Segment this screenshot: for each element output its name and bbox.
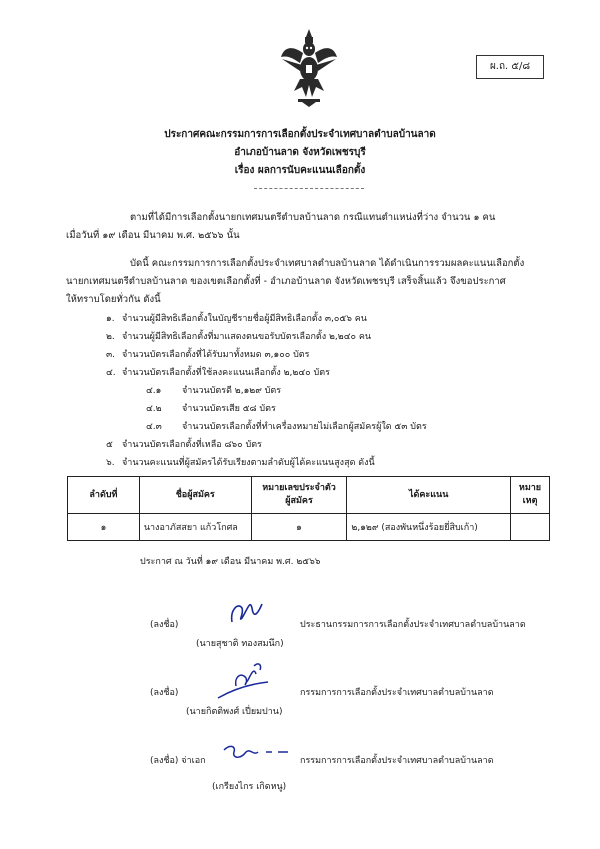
signer-label: (ลงชื่อ)	[150, 688, 179, 698]
item-number: ๔.	[106, 368, 116, 378]
signer-position: กรรมการการเลือกตั้งประจำเทศบาลตำบลบ้านลาด	[300, 756, 494, 766]
table-header-row	[68, 477, 550, 514]
subitem-number: ๔.๑	[146, 386, 162, 396]
item-text: จำนวนบัตรเลือกตั้งที่ใช้ลงคะแนนเลือกตั้ง ๒,๒๔๐ บัตร	[122, 368, 330, 378]
item-text: จำนวนผู้มีสิทธิเลือกตั้งที่มาแสดงตนขอรับบัตรเลือกตั้ง ๒,๒๔๐ คน	[122, 332, 372, 342]
signature-mark	[228, 596, 268, 630]
subitem-text: จำนวนบัตรดี ๒,๑๒๙ บัตร	[182, 386, 282, 396]
body-line-2: นายกเทศมนตรีตำบลบ้านลาด ของเขตเลือกตั้งที่ - อำเภอบ้านลาด จังหวัดเพชรบุรี เสร็จสิ้นแล้ว จึงขอประกาศ	[66, 276, 506, 287]
item-text: จำนวนคะแนนที่ผู้สมัครได้รับเรียงตามลำดับผู้ได้คะแนนสูงสุด ดังนี้	[122, 458, 375, 468]
item-number: ๓.	[106, 350, 116, 360]
header-name: ชื่อผู้สมัคร	[139, 477, 251, 514]
header-note-line-1: หมาย	[518, 483, 542, 493]
signer-position: กรรมการการเลือกตั้งประจำเทศบาลตำบลบ้านลาด	[300, 688, 494, 698]
signer-label: (ลงชื่อ) จ่าเอก	[150, 756, 206, 766]
body-line-1: บัดนี้ คณะกรรมการการเลือกตั้งประจำเทศบาลตำบลบ้านลาด ได้ดำเนินการรวมผลคะแนนเลือกตั้ง	[130, 258, 525, 269]
intro-line-2: เมื่อวันที่ ๑๙ เดือน มีนาคม พ.ศ. ๒๕๖๖ นั้น	[66, 230, 240, 241]
item-text: จำนวนบัตรเลือกตั้งที่เหลือ ๘๖๐ บัตร	[122, 440, 262, 450]
results-table	[67, 476, 550, 541]
cell-number: ๑	[251, 514, 347, 541]
cell-name: นางอาภัสสยา แก้วโกศล	[139, 514, 251, 541]
header-votes: ได้คะแนน	[347, 477, 511, 514]
header-number	[251, 477, 347, 514]
header-number-line-2: ผู้สมัคร	[285, 496, 313, 506]
subitem-number: ๔.๒	[146, 404, 162, 414]
header-rank: ลำดับที่	[68, 477, 140, 514]
subitem-number: ๔.๓	[146, 422, 162, 432]
table-row	[68, 514, 550, 541]
item-number: ๒.	[106, 332, 115, 342]
item-text: จำนวนผู้มีสิทธิเลือกตั้งในบัญชีรายชื่อผู้มีสิทธิเลือกตั้ง ๓,๐๕๖ คน	[122, 314, 367, 324]
header-note	[511, 477, 550, 514]
header-divider	[254, 188, 364, 189]
header-number-line-1: หมายเลขประจำตัว	[262, 483, 336, 493]
item-number: ๑.	[106, 314, 115, 324]
signer-name: (เกรียงไกร เกิดหนู)	[212, 782, 287, 792]
signer-position: ประธานกรรมการการเลือกตั้งประจำเทศบาลตำบลบ้านลาด	[300, 620, 526, 630]
signer-name: (นายกิตติพงศ์ เปี่ยมปาน)	[186, 707, 283, 717]
cell-votes: ๒,๑๒๙ (สองพันหนึ่งร้อยยี่สิบเก้า)	[347, 514, 511, 541]
cell-rank: ๑	[68, 514, 140, 541]
subitem-text: จำนวนบัตรเลือกตั้งที่ทำเครื่องหมายไม่เลือกผู้สมัครผู้ใด ๕๓ บัตร	[182, 422, 427, 432]
garuda-emblem-icon	[280, 27, 338, 107]
form-code-box: ผ.ถ. ๕/๘	[476, 55, 544, 79]
announce-date: ประกาศ ณ วันที่ ๑๙ เดือน มีนาคม พ.ศ. ๒๕๖๖	[140, 557, 321, 567]
intro-line-1: ตามที่ได้มีการเลือกตั้งนายกเทศมนตรีตำบลบ้านลาด กรณีแทนตำแหน่งที่ว่าง จำนวน ๑ คน	[130, 212, 496, 223]
body-line-3: ให้ทราบโดยทั่วกัน ดังนี้	[66, 294, 161, 305]
signature-mark	[222, 738, 302, 766]
subitem-text: จำนวนบัตรเสีย ๕๘ บัตร	[182, 404, 276, 414]
signature-mark	[206, 656, 278, 702]
item-text: จำนวนบัตรเลือกตั้งที่ได้รับมาทั้งหมด ๓,๑๐๐ บัตร	[122, 350, 310, 360]
header-line-3: เรื่อง ผลการนับคะแนนเลือกตั้ง	[234, 165, 366, 176]
item-number: ๕	[106, 440, 113, 450]
header-note-line-2: เหตุ	[522, 496, 538, 506]
header-line-1: ประกาศคณะกรรมการการเลือกตั้งประจำเทศบาลตำบลบ้านลาด	[164, 129, 436, 140]
signer-name: (นายสุชาติ ทองสมนึก)	[196, 639, 284, 649]
header-line-2: อำเภอบ้านลาด จังหวัดเพชรบุรี	[234, 147, 366, 158]
item-number: ๖.	[106, 458, 115, 468]
signer-label: (ลงชื่อ)	[150, 620, 179, 630]
cell-note	[511, 514, 550, 541]
